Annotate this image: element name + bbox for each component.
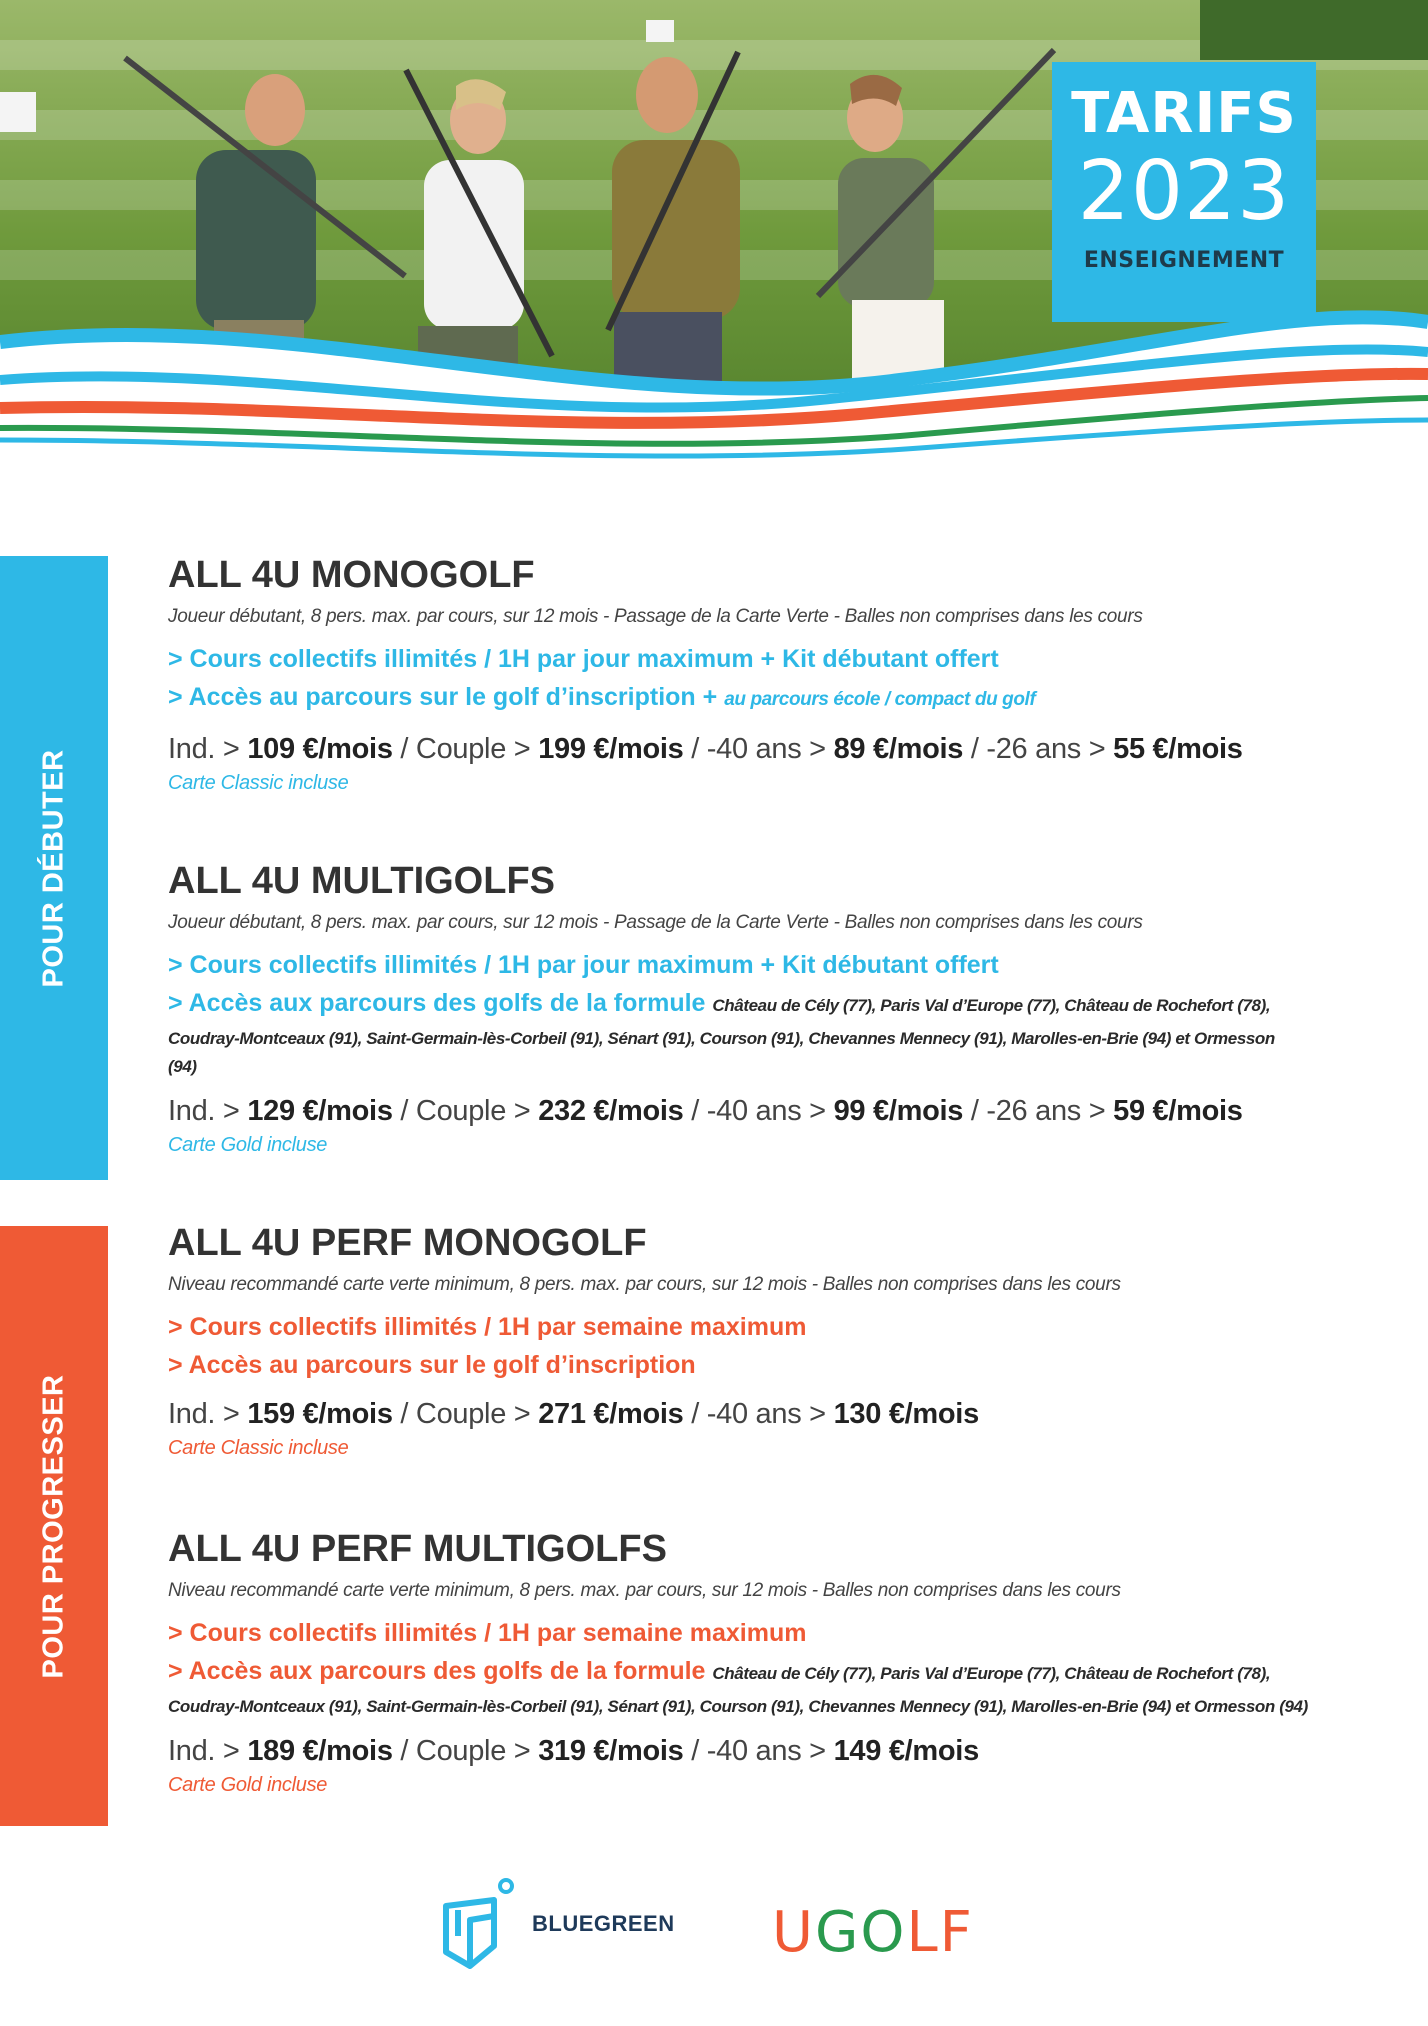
offer-perf-monogolf xyxy=(168,1220,1368,1460)
band-pour-debuter-label: POUR DÉBUTER xyxy=(37,748,70,988)
offer-feature xyxy=(168,1652,1368,1693)
offer-feature: > Cours collectifs illimités / 1H par jour maximum + Kit débutant offert xyxy=(168,951,999,979)
offer-description: Niveau recommandé carte verte minimum, 8 pers. max. par cours, sur 12 mois - Balles non comprises dans les cours xyxy=(168,1274,1121,1295)
tarifs-subtitle: ENSEIGNEMENT xyxy=(1083,248,1285,273)
price-value: 159 €/mois xyxy=(247,1398,393,1430)
offer-feature xyxy=(168,984,1368,1025)
offer-title: ALL 4U PERF MULTIGOLFS xyxy=(168,1528,667,1570)
golf-list: (94) xyxy=(168,1057,197,1076)
price-value: 189 €/mois xyxy=(247,1735,393,1767)
offer-feature xyxy=(168,678,1368,719)
price-value: 271 €/mois xyxy=(538,1398,684,1430)
offer-card: Carte Gold incluse xyxy=(168,1134,328,1156)
price-label: / Couple > xyxy=(392,733,539,765)
offer-multigolfs xyxy=(168,858,1368,1157)
offer-feature-text: > Accès au parcours sur le golf d’inscription + xyxy=(168,683,725,711)
bluegreen-logo xyxy=(436,1876,675,1972)
golf-list: Coudray-Montceaux (91), Saint-Germain-lès-Corbeil (91), Sénart (91), Courson (91), Chevannes Mennecy (91), Marolles-en-Brie (94) et Ormesson (94) xyxy=(168,1697,1308,1716)
offer-description: Joueur débutant, 8 pers. max. par cours, sur 12 mois - Passage de la Carte Verte - Balles non comprises dans les cours xyxy=(168,606,1143,627)
ugolf-logo xyxy=(772,1900,974,1965)
price-value: 232 €/mois xyxy=(538,1095,684,1127)
offer-perf-multigolfs xyxy=(168,1526,1368,1797)
offer-title: ALL 4U MULTIGOLFS xyxy=(168,860,556,902)
offer-title: ALL 4U PERF MONOGOLF xyxy=(168,1222,647,1264)
price-label: Ind. > xyxy=(168,1398,248,1430)
offer-prices xyxy=(168,733,1368,766)
price-value: 99 €/mois xyxy=(833,1095,964,1127)
tarifs-year: 2023 xyxy=(1077,144,1291,239)
price-label: / -26 ans > xyxy=(963,1095,1114,1127)
offer-title: ALL 4U MONOGOLF xyxy=(168,554,535,596)
offer-card: Carte Gold incluse xyxy=(168,1774,328,1796)
bluegreen-logo-text: BLUEGREEN xyxy=(532,1911,675,1936)
ugolf-logo-u: U xyxy=(772,1900,815,1965)
hero-banner xyxy=(0,0,1428,470)
offer-prices xyxy=(168,1398,1368,1431)
offer-feature: > Cours collectifs illimités / 1H par jour maximum + Kit débutant offert xyxy=(168,645,999,673)
band-pour-debuter xyxy=(0,556,108,1180)
offer-description: Niveau recommandé carte verte minimum, 8 pers. max. par cours, sur 12 mois - Balles non comprises dans les cours xyxy=(168,1580,1121,1601)
price-label: Ind. > xyxy=(168,1735,248,1767)
price-value: 59 €/mois xyxy=(1113,1095,1243,1127)
ugolf-logo-o: O xyxy=(860,1900,907,1965)
price-label: / -40 ans > xyxy=(683,1735,834,1767)
price-label: / Couple > xyxy=(392,1398,539,1430)
price-value: 319 €/mois xyxy=(538,1735,684,1767)
price-value: 130 €/mois xyxy=(833,1398,979,1430)
offer-description: Joueur débutant, 8 pers. max. par cours, sur 12 mois - Passage de la Carte Verte - Balles non comprises dans les cours xyxy=(168,912,1143,933)
price-value: 149 €/mois xyxy=(833,1735,979,1767)
price-value: 129 €/mois xyxy=(247,1095,393,1127)
price-label: / -40 ans > xyxy=(683,733,834,765)
offer-feature: > Accès au parcours sur le golf d’inscription xyxy=(168,1351,696,1379)
price-label: / -40 ans > xyxy=(683,1095,834,1127)
offer-feature: > Cours collectifs illimités / 1H par semaine maximum xyxy=(168,1619,807,1647)
offer-feature-text: > Accès aux parcours des golfs de la formule xyxy=(168,989,713,1017)
price-value: 89 €/mois xyxy=(833,733,964,765)
band-pour-progresser-label: POUR PROGRESSER xyxy=(37,1374,70,1678)
offer-feature-text: > Accès aux parcours des golfs de la formule xyxy=(168,1657,713,1685)
golf-list: Château de Cély (77), Paris Val d’Europe (77), Château de Rochefort (78), xyxy=(712,996,1271,1015)
price-label: Ind. > xyxy=(168,1095,248,1127)
bluegreen-logo-icon xyxy=(436,1876,520,1972)
ugolf-logo-lf: LF xyxy=(906,1900,974,1965)
offer-monogolf xyxy=(168,552,1368,795)
price-label: / -40 ans > xyxy=(683,1398,834,1430)
offer-prices xyxy=(168,1095,1368,1128)
golf-list: Coudray-Montceaux (91), Saint-Germain-lès-Corbeil (91), Sénart (91), Courson (91), Chevannes Mennecy (91), Marolles-en-Brie (94) et Ormesson xyxy=(168,1029,1275,1048)
tarifs-box xyxy=(1052,62,1316,322)
tarifs-title: TARIFS xyxy=(1071,81,1297,146)
price-value: 199 €/mois xyxy=(538,733,684,765)
price-value: 109 €/mois xyxy=(247,733,393,765)
band-pour-progresser xyxy=(0,1226,108,1826)
golf-list: Château de Cély (77), Paris Val d’Europe (77), Château de Rochefort (78), xyxy=(712,1664,1271,1683)
distance-sign xyxy=(0,92,36,132)
offer-feature-extra: au parcours école / compact du golf xyxy=(724,689,1036,710)
price-value: 55 €/mois xyxy=(1113,733,1243,765)
ugolf-logo-g: G xyxy=(815,1900,861,1965)
offer-card: Carte Classic incluse xyxy=(168,1437,349,1459)
offer-prices xyxy=(168,1735,1368,1768)
offer-card: Carte Classic incluse xyxy=(168,772,349,794)
price-label: / Couple > xyxy=(392,1095,539,1127)
price-label: Ind. > xyxy=(168,733,248,765)
price-label: / -26 ans > xyxy=(963,733,1114,765)
price-label: / Couple > xyxy=(392,1735,539,1767)
offer-feature: > Cours collectifs illimités / 1H par semaine maximum xyxy=(168,1313,807,1341)
